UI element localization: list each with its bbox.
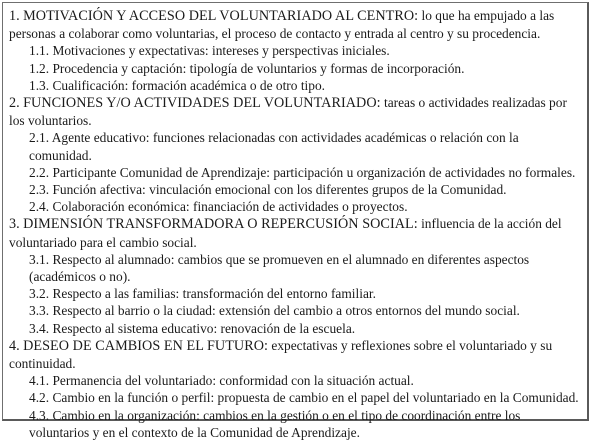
subcategory-text: Motivaciones y expectativas: intereses y perspectivas iniciales. [52, 43, 390, 59]
section-description: tareas o actividades realizadas por los voluntarios. [9, 95, 567, 129]
section-description: influencia de la acción del voluntariado para el cambio social. [9, 216, 562, 250]
section-4-heading [9, 337, 583, 372]
category-table-box [2, 2, 589, 440]
subcategory-number: 2.3. [29, 182, 50, 198]
subcategory-2-4 [9, 198, 583, 215]
section-number: 2. [9, 95, 20, 112]
section-1-heading [9, 7, 583, 42]
subcategory-text: Agente educativo: funciones relacionadas con actividades académicas o relación con la comunidad. [29, 130, 519, 163]
subcategory-text: Respecto a las familias: transformación del entorno familiar. [52, 286, 376, 302]
subcategory-1-3 [9, 77, 583, 94]
section-number: 3. [9, 216, 20, 233]
subcategory-2-3 [9, 181, 583, 198]
section-3-heading [9, 215, 583, 250]
subcategory-2-1 [9, 129, 583, 163]
subcategory-number: 4.2. [29, 390, 50, 406]
subcategory-3-3 [9, 302, 583, 319]
subcategory-text: Permanencia del voluntariado: conformidad con la situación actual. [52, 373, 414, 389]
section-description: expectativas y reflexiones sobre el voluntariado y su continuidad. [9, 337, 553, 372]
subcategory-text: Colaboración económica: financiación de actividades o proyectos. [52, 199, 408, 215]
section-title: DESEO DE CAMBIOS EN EL FUTURO: [23, 337, 269, 354]
subcategory-text: Procedencia y captación: tipología de voluntarios y formas de incorporación. [52, 60, 465, 76]
subcategory-text: Respecto al barrio o la ciudad: extensión del cambio a otros entornos del mundo social. [52, 303, 520, 319]
section-number: 1. [9, 8, 20, 24]
subcategory-number: 1.2. [29, 60, 50, 76]
section-title: MOTIVACIÓN Y ACCESO DEL VOLUNTARIADO AL CENTRO: [23, 8, 419, 24]
subcategory-text: Cualificación: formación académica o de otro tipo. [52, 77, 325, 93]
subcategory-number: 2.4. [29, 199, 50, 215]
subcategory-3-2 [9, 285, 583, 302]
section-description: lo que ha empujado a las personas a colaborar como voluntarias, el proceso de contacto y entrada al centro y su procedencia. [9, 8, 555, 42]
subcategory-number: 4.1. [29, 373, 50, 389]
subcategory-4-3 [9, 407, 583, 441]
subcategory-number: 3.4. [29, 320, 50, 336]
subcategory-2-2 [9, 164, 583, 181]
subcategory-text: Función afectiva: vinculación emocional con los diferentes grupos de la Comunidad. [52, 182, 507, 198]
subcategory-1-2 [9, 60, 583, 77]
subcategory-number: 3.3. [29, 303, 50, 319]
section-title: DIMENSIÓN TRANSFORMADORA O REPERCUSIÓN SOCIAL: [23, 216, 418, 233]
subcategory-text: Cambio en la función o perfil: propuesta de cambio en el papel del voluntariado en la Comunidad. [52, 390, 579, 406]
subcategory-4-2 [9, 389, 583, 406]
category-list [9, 7, 583, 441]
section-title: FUNCIONES Y/O ACTIVIDADES DEL VOLUNTARIADO: [23, 95, 381, 112]
subcategory-3-1 [9, 251, 583, 285]
subcategory-text: Respecto al sistema educativo: renovación de la escuela. [52, 320, 356, 336]
subcategory-number: 2.1. [29, 130, 50, 146]
subcategory-number: 1.3. [29, 77, 50, 93]
subcategory-number: 3.1. [29, 251, 50, 267]
subcategory-number: 4.3. [29, 407, 50, 423]
subcategory-text: Cambio en la organización: cambios en la gestión o en el tipo de coordinación entre los voluntarios y en el contexto de la Comunidad de Aprendizaje. [29, 407, 521, 440]
subcategory-number: 1.1. [29, 43, 50, 59]
subcategory-3-4 [9, 320, 583, 337]
section-number: 4. [9, 337, 20, 354]
subcategory-1-1 [9, 42, 583, 59]
subcategory-number: 2.2. [29, 164, 50, 180]
subcategory-number: 3.2. [29, 286, 50, 302]
section-2-heading [9, 94, 583, 129]
subcategory-4-1 [9, 372, 583, 389]
subcategory-text: Respecto al alumnado: cambios que se promueven en el alumnado en diferentes aspectos (académicos o no). [29, 251, 530, 285]
subcategory-text: Participante Comunidad de Aprendizaje: participación u organización de actividades no formales. [52, 164, 576, 180]
